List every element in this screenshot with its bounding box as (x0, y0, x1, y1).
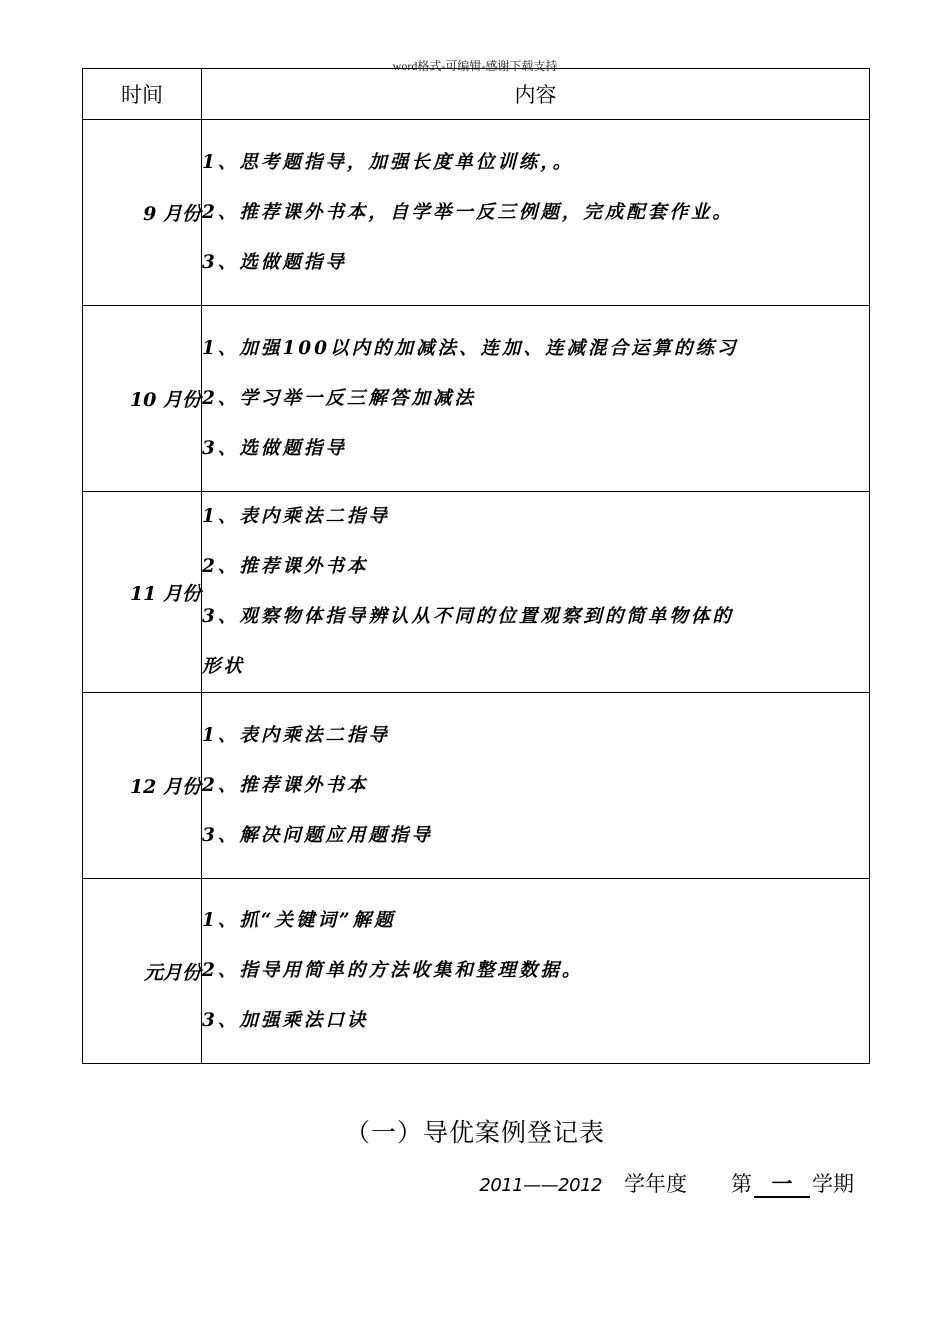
list-item: 1、表内乘法二指导 (202, 506, 390, 527)
list-item: 2、学习举一反三解答加减法 (202, 387, 476, 409)
row-month: 元月份 (83, 879, 202, 1064)
list-item: 1、表内乘法二指导 (202, 724, 390, 746)
list-item: 3、选做题指导 (202, 251, 347, 273)
header-watermark: word格式-可编辑-感谢下载支持 (392, 59, 558, 73)
tutoring-plan-table (82, 68, 870, 1064)
header-time: 时间 (83, 69, 202, 120)
list-item: 3、加强乘法口诀 (202, 1010, 369, 1031)
row-month: 12 月份 (83, 693, 202, 879)
school-years: 2011——2012 (479, 1175, 602, 1196)
row-content (202, 693, 870, 879)
table-row (83, 306, 870, 492)
row-content (202, 879, 870, 1064)
term-prefix: 第 (731, 1172, 752, 1196)
list-item: 形状 (202, 656, 246, 677)
row-content (202, 492, 870, 693)
row-month: 10 月份 (83, 306, 202, 492)
table-header-row (83, 69, 870, 120)
row-content (202, 120, 870, 306)
list-item: 2、推荐课外书本 (202, 556, 369, 577)
row-month: 9 月份 (83, 120, 202, 306)
row-month: 11 月份 (83, 492, 202, 693)
list-item: 2、推荐课外书本 (202, 774, 369, 796)
table-row (83, 879, 870, 1064)
list-item: 3、解决问题应用题指导 (202, 824, 433, 846)
list-item: 3、观察物体指导辨认从不同的位置观察到的简单物体的 (202, 606, 734, 627)
list-item: 3、选做题指导 (202, 437, 347, 459)
table-row (83, 492, 870, 693)
term-blank: 一 (754, 1172, 810, 1198)
table-row (83, 120, 870, 306)
school-year-line (479, 1168, 854, 1198)
school-year-label: 学年度 (624, 1172, 687, 1196)
list-item: 2、指导用简单的方法收集和整理数据。 (202, 960, 584, 981)
row-content (202, 306, 870, 492)
header-content: 内容 (202, 69, 870, 120)
list-item: 1、加强100以内的加减法、连加、连减混合运算的练习 (202, 337, 739, 359)
section-title: （一）导优案例登记表 (344, 1118, 605, 1147)
list-item: 1、抓“关键词”解题 (202, 910, 396, 931)
term-suffix: 学期 (812, 1172, 854, 1196)
list-item: 1、思考题指导，加强长度单位训练，。 (202, 151, 575, 173)
table-row (83, 693, 870, 879)
list-item: 2、推荐课外书本，自学举一反三例题，完成配套作业。 (202, 201, 734, 223)
